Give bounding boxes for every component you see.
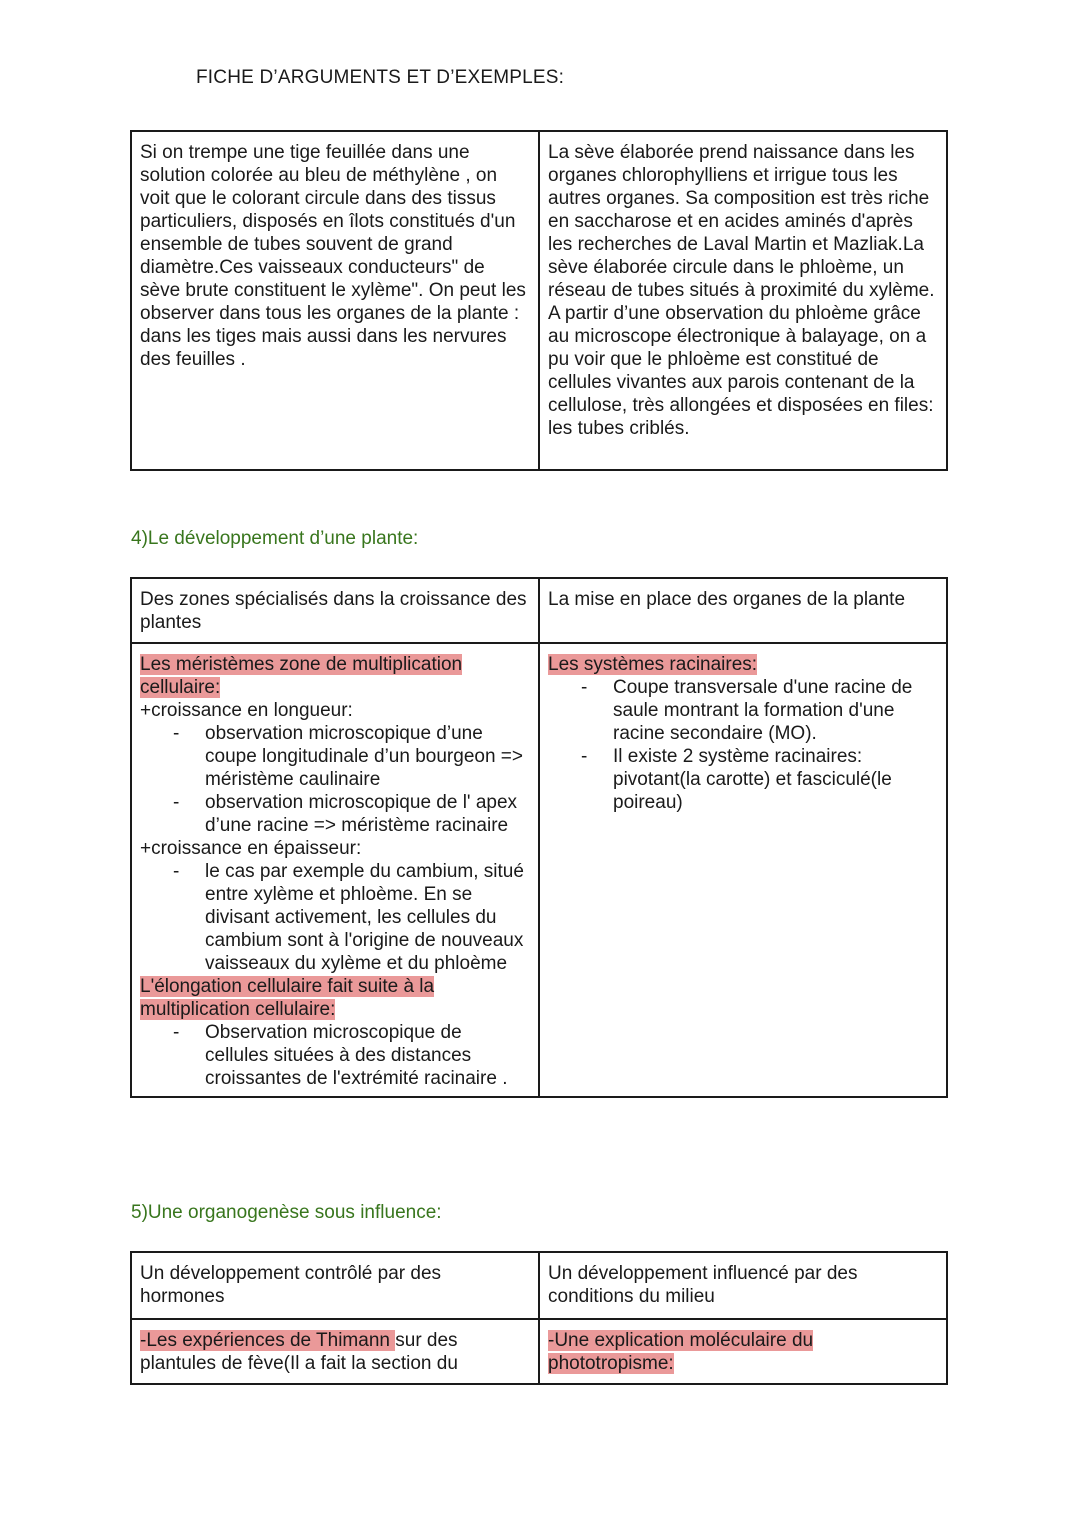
elongation-list [140,1021,530,1090]
thickness-growth-label: +croissance en épaisseur: [140,838,362,859]
length-growth-label: +croissance en longueur: [140,700,353,721]
list-item: - Coupe transversale d'une racine de saule montrant la formation d'une racine secondaire (MO). [548,676,938,745]
xylem-cell [131,131,539,470]
length-growth-list [140,722,530,837]
development-table [130,577,948,1098]
phloem-cell [539,131,947,470]
section-4-title: 4)Le développement d’une plante: [131,528,419,549]
thimann-text: sur des plantules de fève(Il a fait la section du [140,1330,458,1374]
list-item: - Il existe 2 système racinaires: pivotant(la carotte) et fasciculé(le poireau) [548,745,938,814]
thimann-cell [131,1319,539,1384]
header-environment: Un développement influencé par des conditions du milieu [539,1252,947,1319]
organogenesis-table [130,1251,948,1385]
thickness-growth-list [140,860,530,975]
list-item: - le cas par exemple du cambium, situé entre xylème et phloème. En se divisant activement, les cellules du cambium sont à l'origine de nouveaux vaisseaux du xylème et du phloème [140,860,530,975]
header-growth-zones: Des zones spécialisés dans la croissance des plantes [131,578,539,643]
header-hormones: Un développement contrôlé par des hormones [131,1252,539,1319]
list-item: - Observation microscopique de cellules situées à des distances croissantes de l'extrémité racinaire . [140,1021,530,1090]
arguments-table [130,130,948,471]
xylem-text: Si on trempe une tige feuillée dans une solution colorée au bleu de méthylène , on voit que le colorant circule dans des tissus particuliers, disposés en îlots constitués d'un ensemble de tubes souvent de grand diamètre.Ces vaisseaux conducteurs" de sève brute constituent le xylème". On peut les observer dans tous les organes de la plante : dans les tiges mais aussi dans les nervures des feuilles . [140,142,526,370]
header-organ-setup: La mise en place des organes de la plante [539,578,947,643]
thimann-highlight: -Les expériences de Thimann [140,1330,396,1351]
meristem-highlight: Les méristèmes zone de multiplication cellulaire: [140,654,463,698]
root-systems-list [548,676,938,814]
root-systems-highlight: Les systèmes racinaires: [548,654,758,675]
section-5-title: 5)Une organogenèse sous influence: [131,1202,442,1223]
meristem-cell [131,643,539,1097]
list-item: - observation microscopique de l' apex d’une racine => méristème racinaire [140,791,530,837]
phototropism-highlight: -Une explication moléculaire du phototropisme: [548,1330,814,1374]
phototropism-cell [539,1319,947,1384]
phloem-text: La sève élaborée prend naissance dans les organes chlorophylliens et irrigue tous les autres organes. Sa composition est très riche en saccharose et en acides aminés d'après les recherches de Laval Martin et Mazliak.La sève élaborée circule dans le phloème, un réseau de tubes situés à proximité du xylème. A partir d’une observation du phloème grâce au microscope électronique à balayage, on a pu voir que le phloème est constitué de cellules vivantes aux parois contenant de la cellulose, très allongées et disposées en files: les tubes criblés. [548,142,935,439]
root-systems-cell [539,643,947,1097]
page-title: FICHE D’ARGUMENTS ET D’EXEMPLES: [196,67,565,88]
list-item: - observation microscopique d’une coupe longitudinale d’un bourgeon => méristème caulinaire [140,722,530,791]
elongation-highlight: L'élongation cellulaire fait suite à la multiplication cellulaire: [140,976,435,1020]
